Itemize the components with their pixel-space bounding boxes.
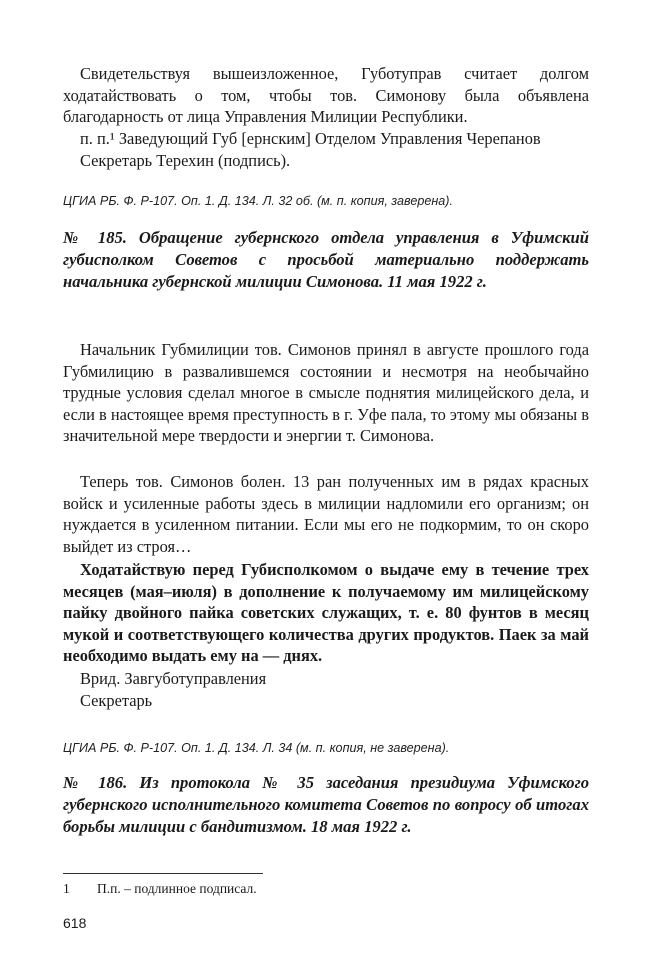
signature-secretary: Секретарь Терехин (подпись). bbox=[80, 151, 291, 170]
signature-head: п. п.¹ Заведующий Губ [ернским] Отделом Управления Черепанов bbox=[80, 129, 541, 148]
signature-acting-head: Врид. Завгуботуправления bbox=[80, 669, 267, 688]
footnote-text: П.п. – подлинное подписал. bbox=[97, 881, 257, 896]
footnote-divider bbox=[63, 873, 263, 874]
footnote bbox=[63, 880, 257, 898]
paragraph-report: Начальник Губмилиции тов. Симонов принял в августе прошлого года Губмилицию в развалившемся состоянии и несмотря на необычайно трудные условия сделал многое в смысле поднятия милицейского дела, и если в настоящее время преступность в г. Уфе пала, то этому мы обязаны в значительной мере твердости и энергии т. Симонова. bbox=[63, 340, 589, 446]
paragraph-petition: Ходатайствую перед Губисполкомом о выдаче ему в течение трех месяцев (мая–июля) в дополнение к получаемому им милицейскому пайку двойного пайка советских служащих, т. е. 80 фунтов в месяц мукой и соответствующего количества других продуктов. Паек за май необходимо выдать ему на — днях. bbox=[63, 560, 589, 666]
paragraph-gratitude: Свидетельствуя вышеизложенное, Губотуправ считает долгом ходатайствовать о том, чтобы тов. Симонову была объявлена благодарность от лица Управления Милиции Республики. bbox=[63, 64, 589, 127]
paragraph-illness: Теперь тов. Симонов болен. 13 ран полученных им в рядах красных войск и усиленные работы здесь в милиции надломили его организм; он нуждается в усиленном питании. Если мы его не подкормим, то он скоро выйдет из строя… bbox=[63, 472, 589, 556]
archive-source-2: ЦГИА РБ. Ф. Р-107. Оп. 1. Д. 134. Л. 34 (м. п. копия, не заверена). bbox=[63, 741, 450, 755]
archive-source: ЦГИА РБ. Ф. Р-107. Оп. 1. Д. 134. Л. 32 об. (м. п. копия, заверена). bbox=[63, 194, 453, 208]
page-number: 618 bbox=[63, 915, 87, 931]
document-heading-185: № 185. Обращение губернского отдела управления в Уфимский губисполком Советов с просьбой материально поддержать начальника губернской милиции Симонова. 11 мая 1922 г. bbox=[63, 228, 589, 291]
footnote-number: 1 bbox=[63, 881, 70, 896]
signature-secretary-2: Секретарь bbox=[80, 691, 153, 710]
document-heading-186: № 186. Из протокола № 35 заседания президиума Уфимского губернского исполнительного комитета Советов по вопросу об итогах борьбы милиции с бандитизмом. 18 мая 1922 г. bbox=[63, 773, 589, 836]
